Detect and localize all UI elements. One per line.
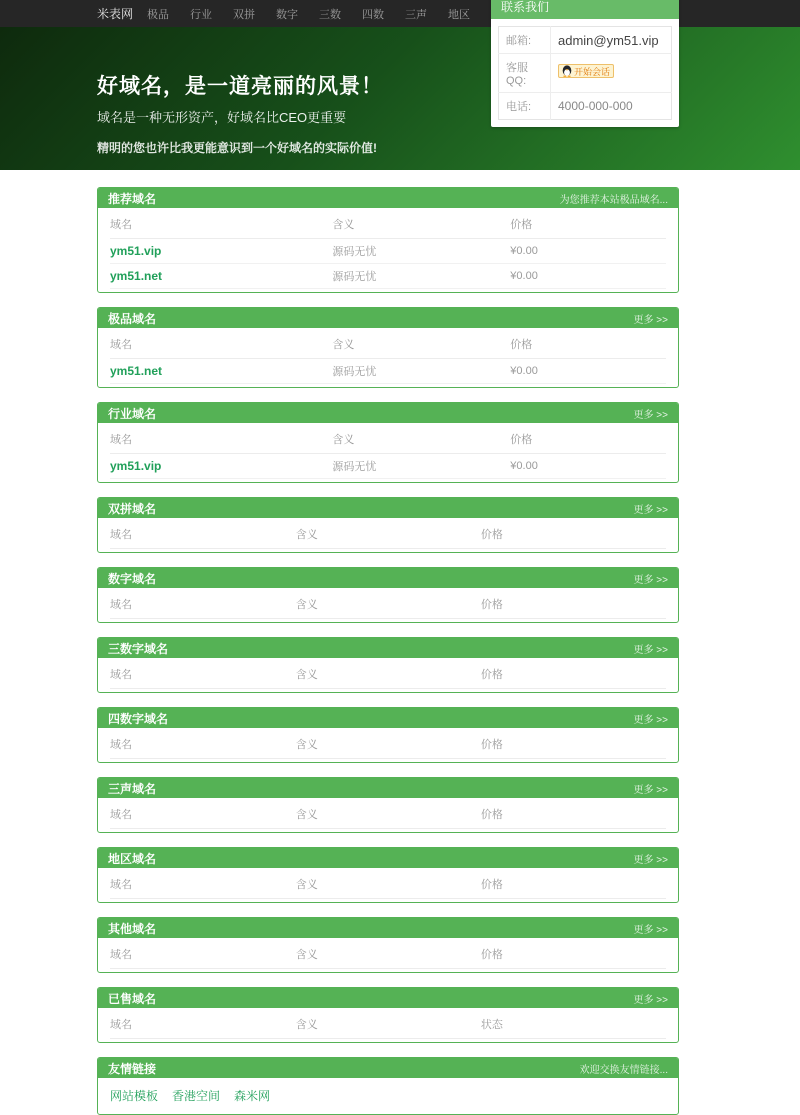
table-row [110,264,666,289]
column-header: 含义 [295,809,318,821]
hero-tagline: 精明的您也许比我更能意识到一个好域名的实际价值! [97,141,377,155]
nav-item-三声[interactable]: 三声 [405,8,428,21]
section-more-link[interactable]: 更多 >> [633,994,668,1006]
section-card [97,847,679,903]
nav-item-行业[interactable]: 行业 [190,8,213,21]
contact-card-title: 联系我们 [491,0,679,19]
qq-penguin-icon [562,65,572,77]
table-header-row [110,423,666,454]
column-header: 价格 [510,434,533,446]
column-header: 域名 [110,599,132,611]
section-title: 三声域名 [108,781,157,796]
hero-title: 好域名，是一道亮丽的风景！ [97,75,383,98]
section-body [98,208,678,292]
links-title: 友情链接 [108,1061,157,1076]
section-more-link[interactable]: 更多 >> [633,714,668,726]
friend-link-网站模板[interactable]: 网站模板 [110,1089,159,1103]
contact-row-qq [499,54,672,93]
section-header [98,988,678,1008]
section-header [98,403,678,423]
column-header: 域名 [110,339,132,351]
domain-meaning: 源码无忧 [332,271,377,283]
domain-price: ¥0.00 [510,245,538,257]
section-title: 四数字域名 [108,711,169,726]
section-body [98,798,678,832]
nav-item-双拼[interactable]: 双拼 [233,8,256,21]
column-header: 域名 [110,434,132,446]
column-header: 含义 [295,669,318,681]
column-header: 价格 [480,809,503,821]
hero-subtitle: 域名是一种无形资产，好域名比CEO更重要 [97,110,347,125]
column-header: 价格 [480,669,503,681]
section-header [98,848,678,868]
section-body [98,658,678,692]
column-header: 域名 [110,949,132,961]
column-header: 状态 [480,1019,503,1031]
section-more-link[interactable]: 更多 >> [633,854,668,866]
column-header: 价格 [510,219,533,231]
qq-label: 客服QQ: [499,54,551,93]
section-title: 其他域名 [108,921,157,936]
table-header-row [110,1008,666,1039]
column-header: 价格 [480,739,503,751]
column-header: 含义 [295,599,318,611]
table-header-row [110,728,666,759]
section-header [98,1058,678,1078]
column-header: 价格 [510,339,533,351]
links-body [98,1078,678,1114]
section-card [97,187,679,293]
column-header: 价格 [480,529,503,541]
section-body [98,1008,678,1042]
column-header: 域名 [110,809,132,821]
section-title: 已售域名 [108,991,157,1006]
table-header-row [110,798,666,829]
column-header: 域名 [110,669,132,681]
domain-link[interactable]: ym51.vip [110,459,162,473]
qq-chat-button[interactable] [558,64,614,78]
email-label: 邮箱: [499,27,551,54]
section-card [97,307,679,388]
table-row [110,359,666,384]
column-header: 域名 [110,879,132,891]
links-more-text: 欢迎交换友情链接... [579,1064,668,1076]
section-header [98,308,678,328]
section-header [98,498,678,518]
domain-link[interactable]: ym51.vip [110,244,162,258]
section-card [97,707,679,763]
column-header: 域名 [110,739,132,751]
nav-item-四数[interactable]: 四数 [362,8,385,21]
column-header: 域名 [110,529,132,541]
column-header: 价格 [480,599,503,611]
contact-row-email [499,27,672,54]
friend-link-香港空间[interactable]: 香港空间 [172,1089,221,1103]
table-header-row [110,518,666,549]
table-row [110,454,666,479]
column-header: 域名 [110,1019,132,1031]
domain-sections [97,170,679,1115]
section-title: 数字域名 [108,571,157,586]
column-header: 含义 [332,434,355,446]
section-header [98,638,678,658]
section-header [98,708,678,728]
section-more-link[interactable]: 更多 >> [633,574,668,586]
section-title: 地区域名 [108,851,157,866]
section-body [98,588,678,622]
table-header-row [110,658,666,689]
table-header-row [110,868,666,899]
phone-label: 电话: [499,93,551,120]
domain-meaning: 源码无忧 [332,461,377,473]
section-body [98,328,678,387]
section-title: 极品域名 [108,311,157,326]
column-header: 含义 [295,1019,318,1031]
section-header [98,918,678,938]
nav-item-极品[interactable]: 极品 [147,8,170,21]
column-header: 价格 [480,949,503,961]
table-header-row [110,328,666,359]
column-header: 含义 [332,219,355,231]
top-navbar [0,0,800,27]
table-header-row [110,938,666,969]
brand-link[interactable]: 米表网 [97,7,134,21]
section-card [97,777,679,833]
domain-link[interactable]: ym51.net [110,364,163,378]
section-title: 行业域名 [108,406,157,421]
column-header: 含义 [295,739,318,751]
section-header [98,568,678,588]
section-title: 三数字域名 [108,641,169,656]
section-title: 双拼域名 [108,501,157,516]
domain-price: ¥0.00 [510,365,538,377]
domain-link[interactable]: ym51.net [110,269,163,283]
domain-meaning: 源码无忧 [332,246,377,258]
section-more-link[interactable]: 更多 >> [633,644,668,656]
contact-card-body [491,19,679,127]
section-body [98,938,678,972]
nav-item-三数[interactable]: 三数 [319,8,342,21]
section-body [98,518,678,552]
nav-item-地区[interactable]: 地区 [448,8,471,21]
section-more-link[interactable]: 更多 >> [633,409,668,421]
section-header [98,778,678,798]
section-body [98,423,678,482]
domain-price: ¥0.00 [510,270,538,282]
domain-price: ¥0.00 [510,460,538,472]
phone-value: 4000-000-000 [558,99,633,113]
nav-menu [147,6,513,22]
section-more-link[interactable]: 更多 >> [633,504,668,516]
section-more-link[interactable]: 更多 >> [633,314,668,326]
section-card [97,567,679,623]
column-header: 价格 [480,879,503,891]
contact-row-phone [499,93,672,120]
table-header-row [110,208,666,239]
section-body [98,728,678,762]
email-value: admin@ym51.vip [551,27,672,54]
section-card [97,987,679,1043]
section-card [97,497,679,553]
nav-item-数字[interactable]: 数字 [276,8,299,21]
table-header-row [110,588,666,619]
domain-meaning: 源码无忧 [332,366,377,378]
column-header: 含义 [295,529,318,541]
section-card [97,917,679,973]
section-more-link[interactable]: 更多 >> [633,784,668,796]
column-header: 含义 [295,949,318,961]
section-card [97,402,679,483]
section-header [98,188,678,208]
section-title: 推荐域名 [108,191,157,206]
section-body [98,868,678,902]
qq-chat-label: 开始会话 [574,66,611,77]
contact-card [491,0,679,127]
column-header: 域名 [110,219,132,231]
section-card [97,637,679,693]
section-more-link[interactable]: 为您推荐本站极品域名... [559,194,668,206]
friend-links-card [97,1057,679,1115]
table-row [110,239,666,264]
friend-link-森米网[interactable]: 森米网 [234,1089,271,1103]
section-more-link[interactable]: 更多 >> [633,924,668,936]
column-header: 含义 [332,339,355,351]
column-header: 含义 [295,879,318,891]
